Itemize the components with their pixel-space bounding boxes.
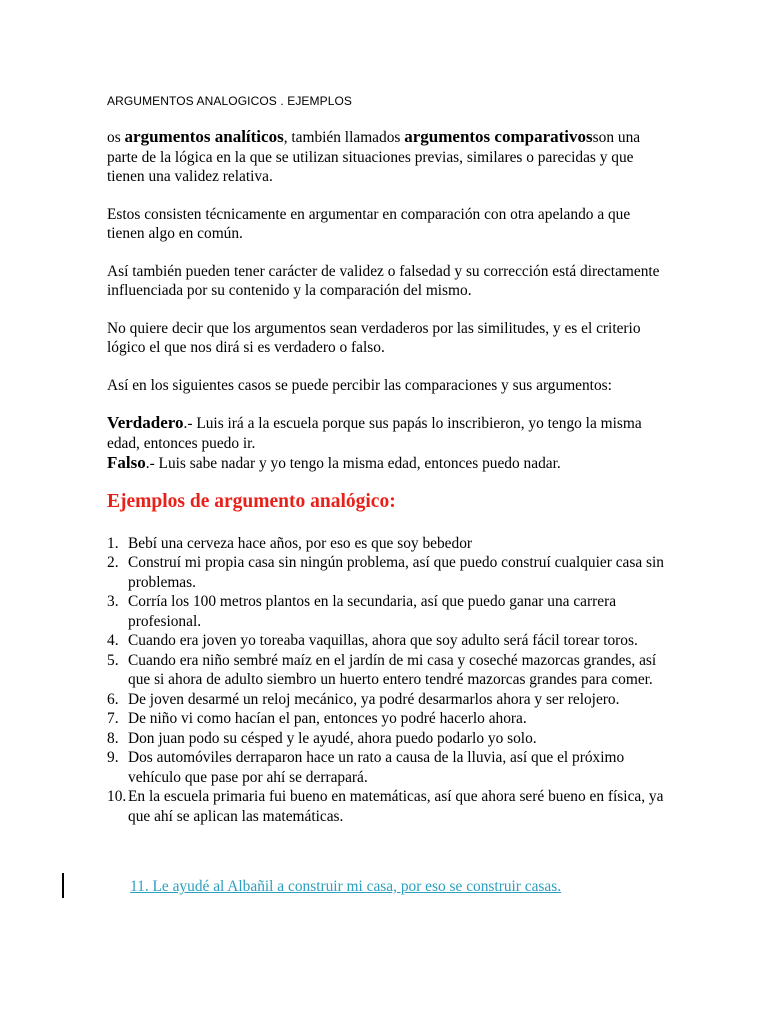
list-item-text: Dos automóviles derraparon hace un rato a causa de la lluvia, así que el próximo vehículo que pase por ahí se derrapará.	[128, 749, 625, 786]
paragraph-5: Así en los siguientes casos se puede percibir las comparaciones y sus argumentos:	[107, 376, 612, 394]
list-item-text: En la escuela primaria fui bueno en matemáticas, así que ahora seré bueno en física, ya que ahí se aplican las matemáticas.	[128, 788, 664, 825]
list-item-number: 4.	[107, 632, 119, 649]
list-item-number: 5.	[107, 651, 119, 669]
intro-bold-2: argumentos comparativos	[404, 127, 593, 146]
text-cursor	[62, 873, 64, 898]
list-item-text: Cuando era niño sembré maíz en el jardín de mi casa y coseché mazorcas grandes, así que si ahora de adulto siembro un huerto entero tendré mazorcas grandes para comer.	[128, 651, 657, 688]
paragraph-false	[107, 453, 667, 474]
list-item	[107, 787, 667, 826]
list-item-number: 9.	[107, 749, 119, 766]
paragraph-4: No quiere decir que los argumentos sean verdaderos por las similitudes, y es el criterio lógico el que nos dirá si es verdadero o falso.	[107, 319, 641, 356]
list-item	[107, 690, 667, 710]
section-title: Ejemplos de argumento analógico:	[107, 490, 396, 512]
list-item-text: Bebí una cerveza hace años, por eso es que soy bebedor	[128, 534, 473, 552]
list-item	[107, 709, 667, 729]
list-item-number: 6.	[107, 690, 119, 708]
intro-bold-1: argumentos analíticos	[124, 127, 284, 146]
list-item-text: Cuando era joven yo toreaba vaquillas, ahora que soy adulto será fácil torear toros.	[128, 632, 638, 649]
list-item-text: Don juan podo su césped y le ayudé, ahora puedo podarlo yo solo.	[128, 729, 537, 747]
false-label: Falso	[107, 453, 146, 472]
list-item-text: Corría los 100 metros plantos en la secundaria, así que puedo ganar una carrera profesional.	[128, 593, 617, 630]
list-item-number: 10.	[107, 788, 127, 805]
examples-list	[107, 534, 667, 827]
list-item-number: 7.	[107, 710, 119, 727]
intro-text-2: , también llamados	[283, 129, 405, 146]
list-item-number: 8.	[107, 729, 119, 747]
paragraph-3: Así también pueden tener carácter de validez o falsedad y su corrección está directamente influenciada por su contenido y la comparación del mismo.	[107, 262, 660, 299]
list-item	[107, 553, 667, 592]
example-link[interactable]: 11. Le ayudé al Albañil a construir mi casa, por eso se construir casas.	[130, 878, 562, 895]
true-text: .- Luis irá a la escuela porque sus papás lo inscribieron, yo tengo la misma edad, entonces puedo ir.	[107, 415, 642, 452]
list-item	[107, 651, 667, 690]
list-item-number: 3.	[107, 593, 119, 610]
list-item-number: 1.	[107, 534, 119, 552]
paragraph-2: Estos consisten técnicamente en argumentar en comparación con otra apelando a que tienen algo en común.	[107, 205, 631, 242]
false-text: .- Luis sabe nadar y yo tengo la misma edad, entonces puedo nadar.	[145, 455, 561, 472]
list-item-text: De niño vi como hacían el pan, entonces yo podré hacerlo ahora.	[128, 710, 527, 727]
list-item	[107, 729, 667, 749]
document-heading: ARGUMENTOS ANALOGICOS . EJEMPLOS	[107, 94, 353, 108]
intro-text-3: son una parte de la lógica en la que se utilizan situaciones previas, similares o parecidas y que tienen una validez relativa.	[107, 129, 641, 185]
list-item	[107, 631, 667, 651]
document-body	[107, 127, 667, 826]
list-item-text: De joven desarmé un reloj mecánico, ya podré desarmarlos ahora y ser relojero.	[128, 690, 620, 708]
list-item	[107, 592, 667, 631]
list-item	[107, 748, 667, 787]
paragraph-true	[107, 413, 667, 453]
paragraph-intro	[107, 127, 667, 187]
list-item	[107, 534, 667, 554]
intro-text-1: os	[107, 129, 125, 146]
list-item-number: 2.	[107, 554, 119, 571]
list-item-text: Construí mi propia casa sin ningún problema, así que puedo construí cualquier casa sin problemas.	[128, 554, 664, 591]
true-label: Verdadero	[107, 413, 184, 432]
